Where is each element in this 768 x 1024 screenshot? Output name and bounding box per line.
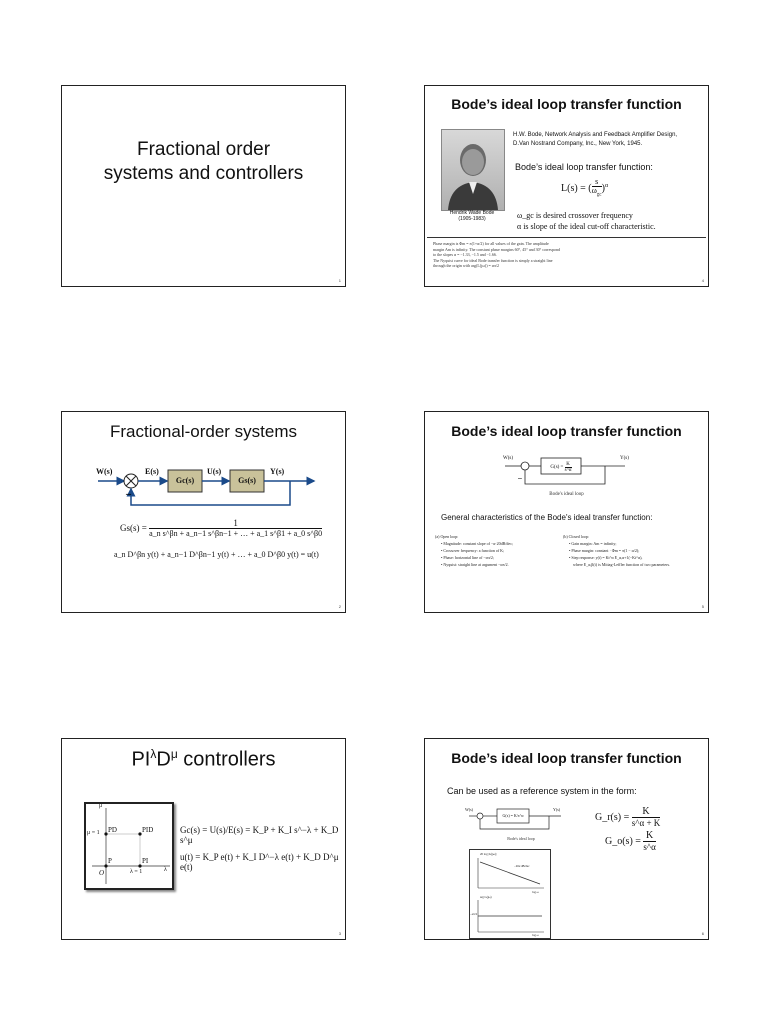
- title-line-1: Fractional order: [136, 139, 271, 160]
- eq2-denominator: s^α: [643, 842, 656, 852]
- label-w: W(s): [96, 467, 113, 476]
- reference-line-1: H.W. Bode, Network Analysis and Feedback Amplifier Design,: [513, 132, 678, 138]
- mu-axis-label: μ: [99, 803, 103, 809]
- note-line-4: The Nyquist curve for ideal Bode transfer function is simply a straight line: [433, 257, 553, 263]
- label-w: W(s): [503, 456, 513, 461]
- closed-loop-title: (b) Closed loop:: [563, 534, 589, 539]
- page-number: 5: [701, 604, 704, 609]
- pid-plane-figure: [84, 802, 174, 890]
- slide-title: Bode’s ideal loop transfer function: [451, 423, 682, 439]
- slide-4: [424, 85, 709, 287]
- open-loop-title: (a) Open loop:: [435, 534, 459, 539]
- slide-title: [62, 138, 345, 186]
- section-heading: General characteristics of the Bode's ideal transfer function:: [441, 513, 653, 522]
- mu-eq-label: μ = 1: [87, 830, 100, 836]
- photo-caption: [437, 210, 507, 222]
- block-text: [543, 462, 579, 473]
- closed-loop-item: • Phase margin: constant · Φm = π(1 − α/2);: [569, 548, 640, 553]
- pid-transfer-function: Gc(s) = U(s)/E(s) = K_P + K_I s^−λ + K_D s^μ: [180, 825, 339, 845]
- p-label: P: [108, 857, 112, 865]
- block-denominator: s^α: [564, 468, 572, 473]
- bode-portrait: [441, 129, 505, 211]
- feedback-path: [131, 481, 290, 505]
- open-loop-item: • Phase: horizontal line of −απ/2;: [441, 555, 494, 560]
- photo-caption-years: (1905-1983): [458, 216, 486, 222]
- pid-label: PID: [142, 826, 154, 834]
- phase-value-label: −απ/2: [470, 912, 478, 916]
- portrait-image: [442, 130, 504, 210]
- note-line-5: through the origin with arg(L(jω)) = απ/2: [433, 263, 500, 268]
- freq-axis-label-top: log ω: [532, 890, 539, 894]
- block-numerator: K: [566, 462, 570, 467]
- page-number: 4: [701, 278, 704, 283]
- summing-junction: [477, 813, 483, 819]
- eq1-numerator: K: [632, 807, 661, 818]
- diagram-caption: Bode's ideal loop: [507, 836, 535, 841]
- summing-junction: [521, 462, 529, 470]
- slide-title: Fractional-order systems: [109, 422, 298, 441]
- origin-label: O: [99, 869, 105, 877]
- definitions: [517, 210, 656, 232]
- lambda-eq-label: λ = 1: [130, 869, 143, 875]
- block-lhs: G(s) =: [550, 465, 564, 470]
- svg-text:–: –: [126, 489, 131, 500]
- eq1-denominator: s^α + K: [631, 818, 661, 828]
- eq1-lhs: G_r(s) =: [595, 812, 630, 823]
- slide-3: [61, 738, 346, 940]
- svg-text:–: –: [518, 475, 522, 482]
- magnitude-line: [480, 862, 540, 884]
- label-w: W(s): [465, 807, 473, 812]
- title-d: D: [156, 748, 171, 771]
- block-gs-label: Gs(s): [238, 476, 256, 485]
- label-y: Y(s): [620, 456, 629, 461]
- note-line-1: Phase margin is Φm = π(1+α/2) for all values of the gain. The amplitude: [433, 241, 549, 246]
- closed-loop-item-cont: where E_α,β(t) is Mittag-Leffler function of two parameters.: [573, 562, 671, 567]
- label-y: Y(s): [553, 807, 561, 812]
- label-u: U(s): [207, 467, 222, 476]
- pi-label: PI: [142, 857, 149, 865]
- open-loop-item: • Magnitude: constant slope of −α·20dB/dec;: [441, 541, 514, 546]
- title-rest: controllers: [177, 748, 276, 771]
- page-number: 3: [338, 931, 341, 936]
- pid-control-law: u(t) = K_P e(t) + K_I D^−λ e(t) + K_D D^μ e(t): [180, 852, 339, 872]
- definition-line-1: ω_gc is desired crossover frequency: [517, 211, 633, 220]
- transfer-function: [120, 518, 322, 538]
- note-line-3: to the slopes α = −1.33, −1.5 and −1.66.: [433, 252, 497, 257]
- open-loop-list: [435, 533, 563, 568]
- open-loop-reference: [605, 831, 656, 852]
- eq2-lhs: G_o(s) =: [605, 836, 641, 847]
- tf-lhs: Gs(s) =: [120, 523, 147, 533]
- divider: [427, 237, 706, 238]
- note-line-2: margin Am is infinity. The constant phase margins 60°, 45° and 30° correspond: [433, 246, 560, 252]
- tf-denominator: a_n s^βn + a_n−1 s^βn−1 + … + a_1 s^β1 + a_0 s^β0: [149, 529, 323, 538]
- title-mu: μ: [170, 747, 178, 761]
- open-loop-item: • Nyquist: straight line at argument −απ/2.: [441, 562, 509, 567]
- label-e: E(s): [145, 467, 159, 476]
- reference-line-2: D.Van Nostrand Company, Inc., New York, 1945.: [513, 141, 643, 147]
- eq2-numerator: K: [643, 831, 655, 842]
- bode-formula: L(s) = ( s $\omega_{gc}$ )$^\alpha$: [561, 177, 609, 198]
- diagram-caption: Bode's ideal loop: [549, 492, 584, 497]
- notes: [433, 241, 560, 269]
- block-text: G(s) = K/s^α: [502, 813, 524, 818]
- tf-numerator: 1: [149, 518, 322, 529]
- magnitude-axis-label: 20 log |G(jω)|: [480, 852, 497, 856]
- pd-label: PD: [108, 826, 117, 834]
- label-y: Y(s): [270, 467, 285, 476]
- fractional-ode: a_n D^βn y(t) + a_n−1 D^βn−1 y(t) + … + a_0 D^β0 y(t) = u(t): [114, 550, 319, 559]
- definition-line-2: α is slope of the ideal cut-off characteristic.: [517, 222, 656, 231]
- closed-loop-list: [563, 533, 705, 568]
- slide-title: [62, 747, 345, 772]
- bode-plots: [469, 849, 551, 939]
- photo-caption-name: Hendrik Wade Bode: [449, 210, 495, 216]
- slide-title: Bode’s ideal loop transfer function: [451, 96, 682, 112]
- closed-loop-reference: [595, 807, 660, 828]
- slope-label: −20α dB/dec: [514, 864, 530, 868]
- lambda-axis-label: λ: [164, 867, 167, 873]
- page-number: 1: [338, 278, 341, 283]
- slide-5: [424, 411, 709, 613]
- slide-title: Bode’s ideal loop transfer function: [451, 750, 682, 766]
- title-line-2: systems and controllers: [103, 163, 304, 184]
- phase-axis-label: arg G(jω): [480, 895, 492, 899]
- intro-text: Can be used as a reference system in the form:: [447, 786, 637, 796]
- title-pi: PI: [131, 748, 151, 771]
- open-loop-item: • Crossover frequency: a function of K;: [441, 548, 505, 553]
- page-number: 6: [701, 931, 704, 936]
- slide-1: [61, 85, 346, 287]
- slide-6: [424, 738, 709, 940]
- reference: [513, 131, 677, 149]
- bode-plot-graphics: [470, 850, 550, 938]
- title-lambda: λ: [150, 747, 157, 761]
- closed-loop-item: • Step response: y(t) = Kt^α E_α,α+1(−Kt^α),: [569, 555, 643, 560]
- block-gc-label: Gc(s): [175, 476, 195, 485]
- slide-2: [61, 411, 346, 613]
- page-number: 2: [338, 604, 341, 609]
- freq-axis-label-bottom: log ω: [532, 933, 539, 937]
- section-heading: Bode’s ideal loop transfer function:: [515, 162, 653, 172]
- closed-loop-item: • Gain margin: Am = infinity;: [569, 541, 617, 546]
